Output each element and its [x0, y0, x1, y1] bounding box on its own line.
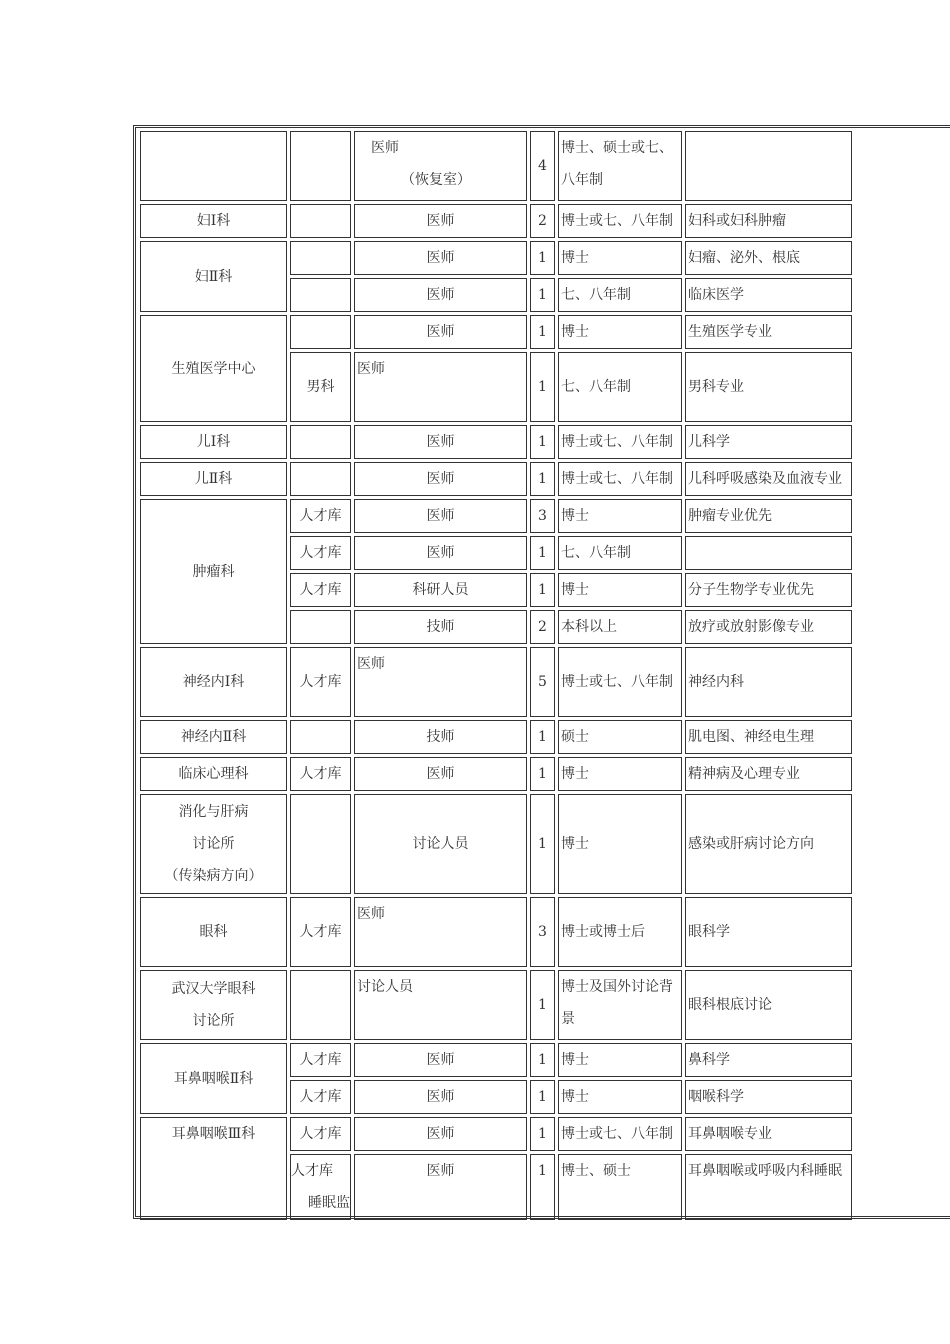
count-cell: 1: [530, 970, 555, 1040]
count-cell: 1: [530, 794, 555, 894]
count-cell: 2: [530, 204, 555, 238]
major-cell: 妇科或妇科肿瘤: [685, 204, 852, 238]
education-cell: 博士: [558, 573, 682, 607]
table-row: [140, 315, 852, 349]
dept-cell: 生殖医学中心: [140, 315, 287, 422]
count-cell: 5: [530, 647, 555, 717]
major-cell: 分子生物学专业优先: [685, 573, 852, 607]
table-row: [140, 720, 852, 754]
category-cell: [290, 278, 351, 312]
position-cell: 医师: [354, 1080, 527, 1114]
major-cell: 肌电图、神经电生理: [685, 720, 852, 754]
major-cell: 感染或肝病讨论方向: [685, 794, 852, 894]
dept-cell: 儿Ⅰ科: [140, 425, 287, 459]
education-cell: 博士: [558, 499, 682, 533]
count-cell: 1: [530, 1080, 555, 1114]
education-cell: 博士或七、八年制: [558, 1117, 682, 1151]
position-cell: 医师: [354, 647, 527, 717]
education-line: 景: [561, 1011, 575, 1027]
position-line: （恢复室）: [401, 172, 471, 188]
table-row: [140, 757, 852, 791]
category-cell: [290, 462, 351, 496]
count-cell: 1: [530, 462, 555, 496]
category-cell: [290, 610, 351, 644]
count-cell: 1: [530, 278, 555, 312]
dept-cell: 耳鼻咽喉Ⅲ科: [140, 1117, 287, 1220]
education-cell: [558, 970, 682, 1040]
table-row: [140, 897, 852, 967]
dept-line: 消化与肝病: [178, 804, 249, 820]
position-cell: 医师: [354, 757, 527, 791]
category-cell: [290, 720, 351, 754]
count-cell: 1: [530, 425, 555, 459]
education-cell: 博士或七、八年制: [558, 204, 682, 238]
dept-cell: 神经内Ⅱ科: [140, 720, 287, 754]
count-cell: 1: [530, 1154, 555, 1220]
count-cell: 3: [530, 897, 555, 967]
major-cell: [685, 131, 852, 201]
category-line: 人才库: [291, 1163, 333, 1179]
major-cell: 咽喉科学: [685, 1080, 852, 1114]
table-row: [140, 131, 852, 201]
education-cell: 博士: [558, 241, 682, 275]
count-cell: 1: [530, 536, 555, 570]
position-cell: 医师: [354, 204, 527, 238]
position-cell: 医师: [354, 1117, 527, 1151]
position-line: 医师: [371, 140, 399, 156]
table-row: [140, 204, 852, 238]
count-cell: 2: [530, 610, 555, 644]
dept-cell: [140, 131, 287, 201]
category-line: 睡眠监: [308, 1195, 350, 1211]
education-cell: 博士: [558, 315, 682, 349]
position-cell: 讨论人员: [354, 970, 527, 1040]
table-row: [140, 647, 852, 717]
position-cell: 技师: [354, 610, 527, 644]
dept-cell: 儿Ⅱ科: [140, 462, 287, 496]
major-cell: 神经内科: [685, 647, 852, 717]
table-row: [140, 462, 852, 496]
major-cell: 肿瘤专业优先: [685, 499, 852, 533]
table-row: [140, 794, 852, 894]
count-cell: 1: [530, 1043, 555, 1077]
major-cell: 临床医学: [685, 278, 852, 312]
category-cell: 人才库: [290, 757, 351, 791]
education-cell: 博士: [558, 1043, 682, 1077]
dept-cell: 耳鼻咽喉Ⅱ科: [140, 1043, 287, 1114]
position-cell: 医师: [354, 897, 527, 967]
dept-line: 讨论所: [192, 1013, 235, 1029]
category-cell: [290, 425, 351, 459]
major-cell: 眼科学: [685, 897, 852, 967]
education-line: 八年制: [561, 172, 603, 188]
education-cell: 博士、硕士: [558, 1154, 682, 1220]
education-cell: 本科以上: [558, 610, 682, 644]
category-cell: 男科: [290, 352, 351, 422]
education-line: 博士及国外讨论背: [561, 979, 673, 995]
dept-cell: [140, 970, 287, 1040]
position-cell: 医师: [354, 499, 527, 533]
count-cell: 1: [530, 315, 555, 349]
category-cell: [290, 204, 351, 238]
position-cell: 讨论人员: [354, 794, 527, 894]
major-cell: 生殖医学专业: [685, 315, 852, 349]
category-cell: [290, 970, 351, 1040]
position-cell: 医师: [354, 241, 527, 275]
dept-line: 武汉大学眼科: [171, 981, 256, 997]
category-cell: 人才库: [290, 897, 351, 967]
category-cell: 人才库: [290, 573, 351, 607]
count-cell: 1: [530, 352, 555, 422]
position-cell: 科研人员: [354, 573, 527, 607]
education-cell: 博士: [558, 794, 682, 894]
major-cell: 耳鼻咽喉专业: [685, 1117, 852, 1151]
position-cell: 医师: [354, 536, 527, 570]
position-cell: 医师: [354, 462, 527, 496]
education-cell: 博士或七、八年制: [558, 647, 682, 717]
education-cell: 博士: [558, 757, 682, 791]
dept-line: 讨论所: [192, 836, 235, 852]
category-cell: 人才库: [290, 499, 351, 533]
category-cell: [290, 131, 351, 201]
education-cell: 硕士: [558, 720, 682, 754]
dept-cell: 肿瘤科: [140, 499, 287, 644]
category-cell: 人才库: [290, 647, 351, 717]
count-cell: 1: [530, 573, 555, 607]
dept-cell: 眼科: [140, 897, 287, 967]
major-cell: 儿科呼吸感染及血液专业: [685, 462, 852, 496]
position-cell: [354, 131, 527, 201]
position-cell: 医师: [354, 315, 527, 349]
major-cell: 放疗或放射影像专业: [685, 610, 852, 644]
education-line: 博士、硕士或七、: [561, 140, 673, 156]
education-cell: 博士或七、八年制: [558, 425, 682, 459]
education-cell: 博士: [558, 1080, 682, 1114]
category-cell: 人才库: [290, 1080, 351, 1114]
category-cell: [290, 794, 351, 894]
table-row: [140, 970, 852, 1040]
dept-cell: 神经内Ⅰ科: [140, 647, 287, 717]
category-cell: [290, 1154, 351, 1220]
education-cell: 七、八年制: [558, 352, 682, 422]
major-cell: 妇瘤、泌外、根底: [685, 241, 852, 275]
position-cell: 医师: [354, 352, 527, 422]
count-cell: 1: [530, 757, 555, 791]
major-cell: 鼻科学: [685, 1043, 852, 1077]
dept-cell: 妇Ⅰ科: [140, 204, 287, 238]
count-cell: 4: [530, 131, 555, 201]
education-cell: 博士或博士后: [558, 897, 682, 967]
position-cell: 技师: [354, 720, 527, 754]
position-cell: 医师: [354, 425, 527, 459]
dept-cell: 妇Ⅱ科: [140, 241, 287, 312]
education-cell: 七、八年制: [558, 536, 682, 570]
category-cell: 人才库: [290, 1117, 351, 1151]
table-row: [140, 1043, 852, 1077]
major-cell: 耳鼻咽喉或呼吸内科睡眠: [685, 1154, 852, 1220]
major-cell: 男科专业: [685, 352, 852, 422]
category-cell: 人才库: [290, 536, 351, 570]
count-cell: 3: [530, 499, 555, 533]
count-cell: 1: [530, 1117, 555, 1151]
education-cell: 七、八年制: [558, 278, 682, 312]
dept-cell: 临床心理科: [140, 757, 287, 791]
major-cell: [685, 536, 852, 570]
table-row: [140, 425, 852, 459]
table-row: [140, 499, 852, 533]
position-cell: 医师: [354, 278, 527, 312]
recruitment-table: [137, 128, 855, 1223]
category-cell: [290, 241, 351, 275]
dept-line: （传染病方向）: [164, 868, 263, 884]
major-cell: 眼科根底讨论: [685, 970, 852, 1040]
category-cell: [290, 315, 351, 349]
major-cell: 儿科学: [685, 425, 852, 459]
position-cell: 医师: [354, 1154, 527, 1220]
position-cell: 医师: [354, 1043, 527, 1077]
category-cell: 人才库: [290, 1043, 351, 1077]
table-row: [140, 241, 852, 275]
count-cell: 1: [530, 720, 555, 754]
education-cell: 博士或七、八年制: [558, 462, 682, 496]
major-cell: 精神病及心理专业: [685, 757, 852, 791]
count-cell: 1: [530, 241, 555, 275]
dept-cell: [140, 794, 287, 894]
education-cell: [558, 131, 682, 201]
table-row: [140, 1117, 852, 1151]
